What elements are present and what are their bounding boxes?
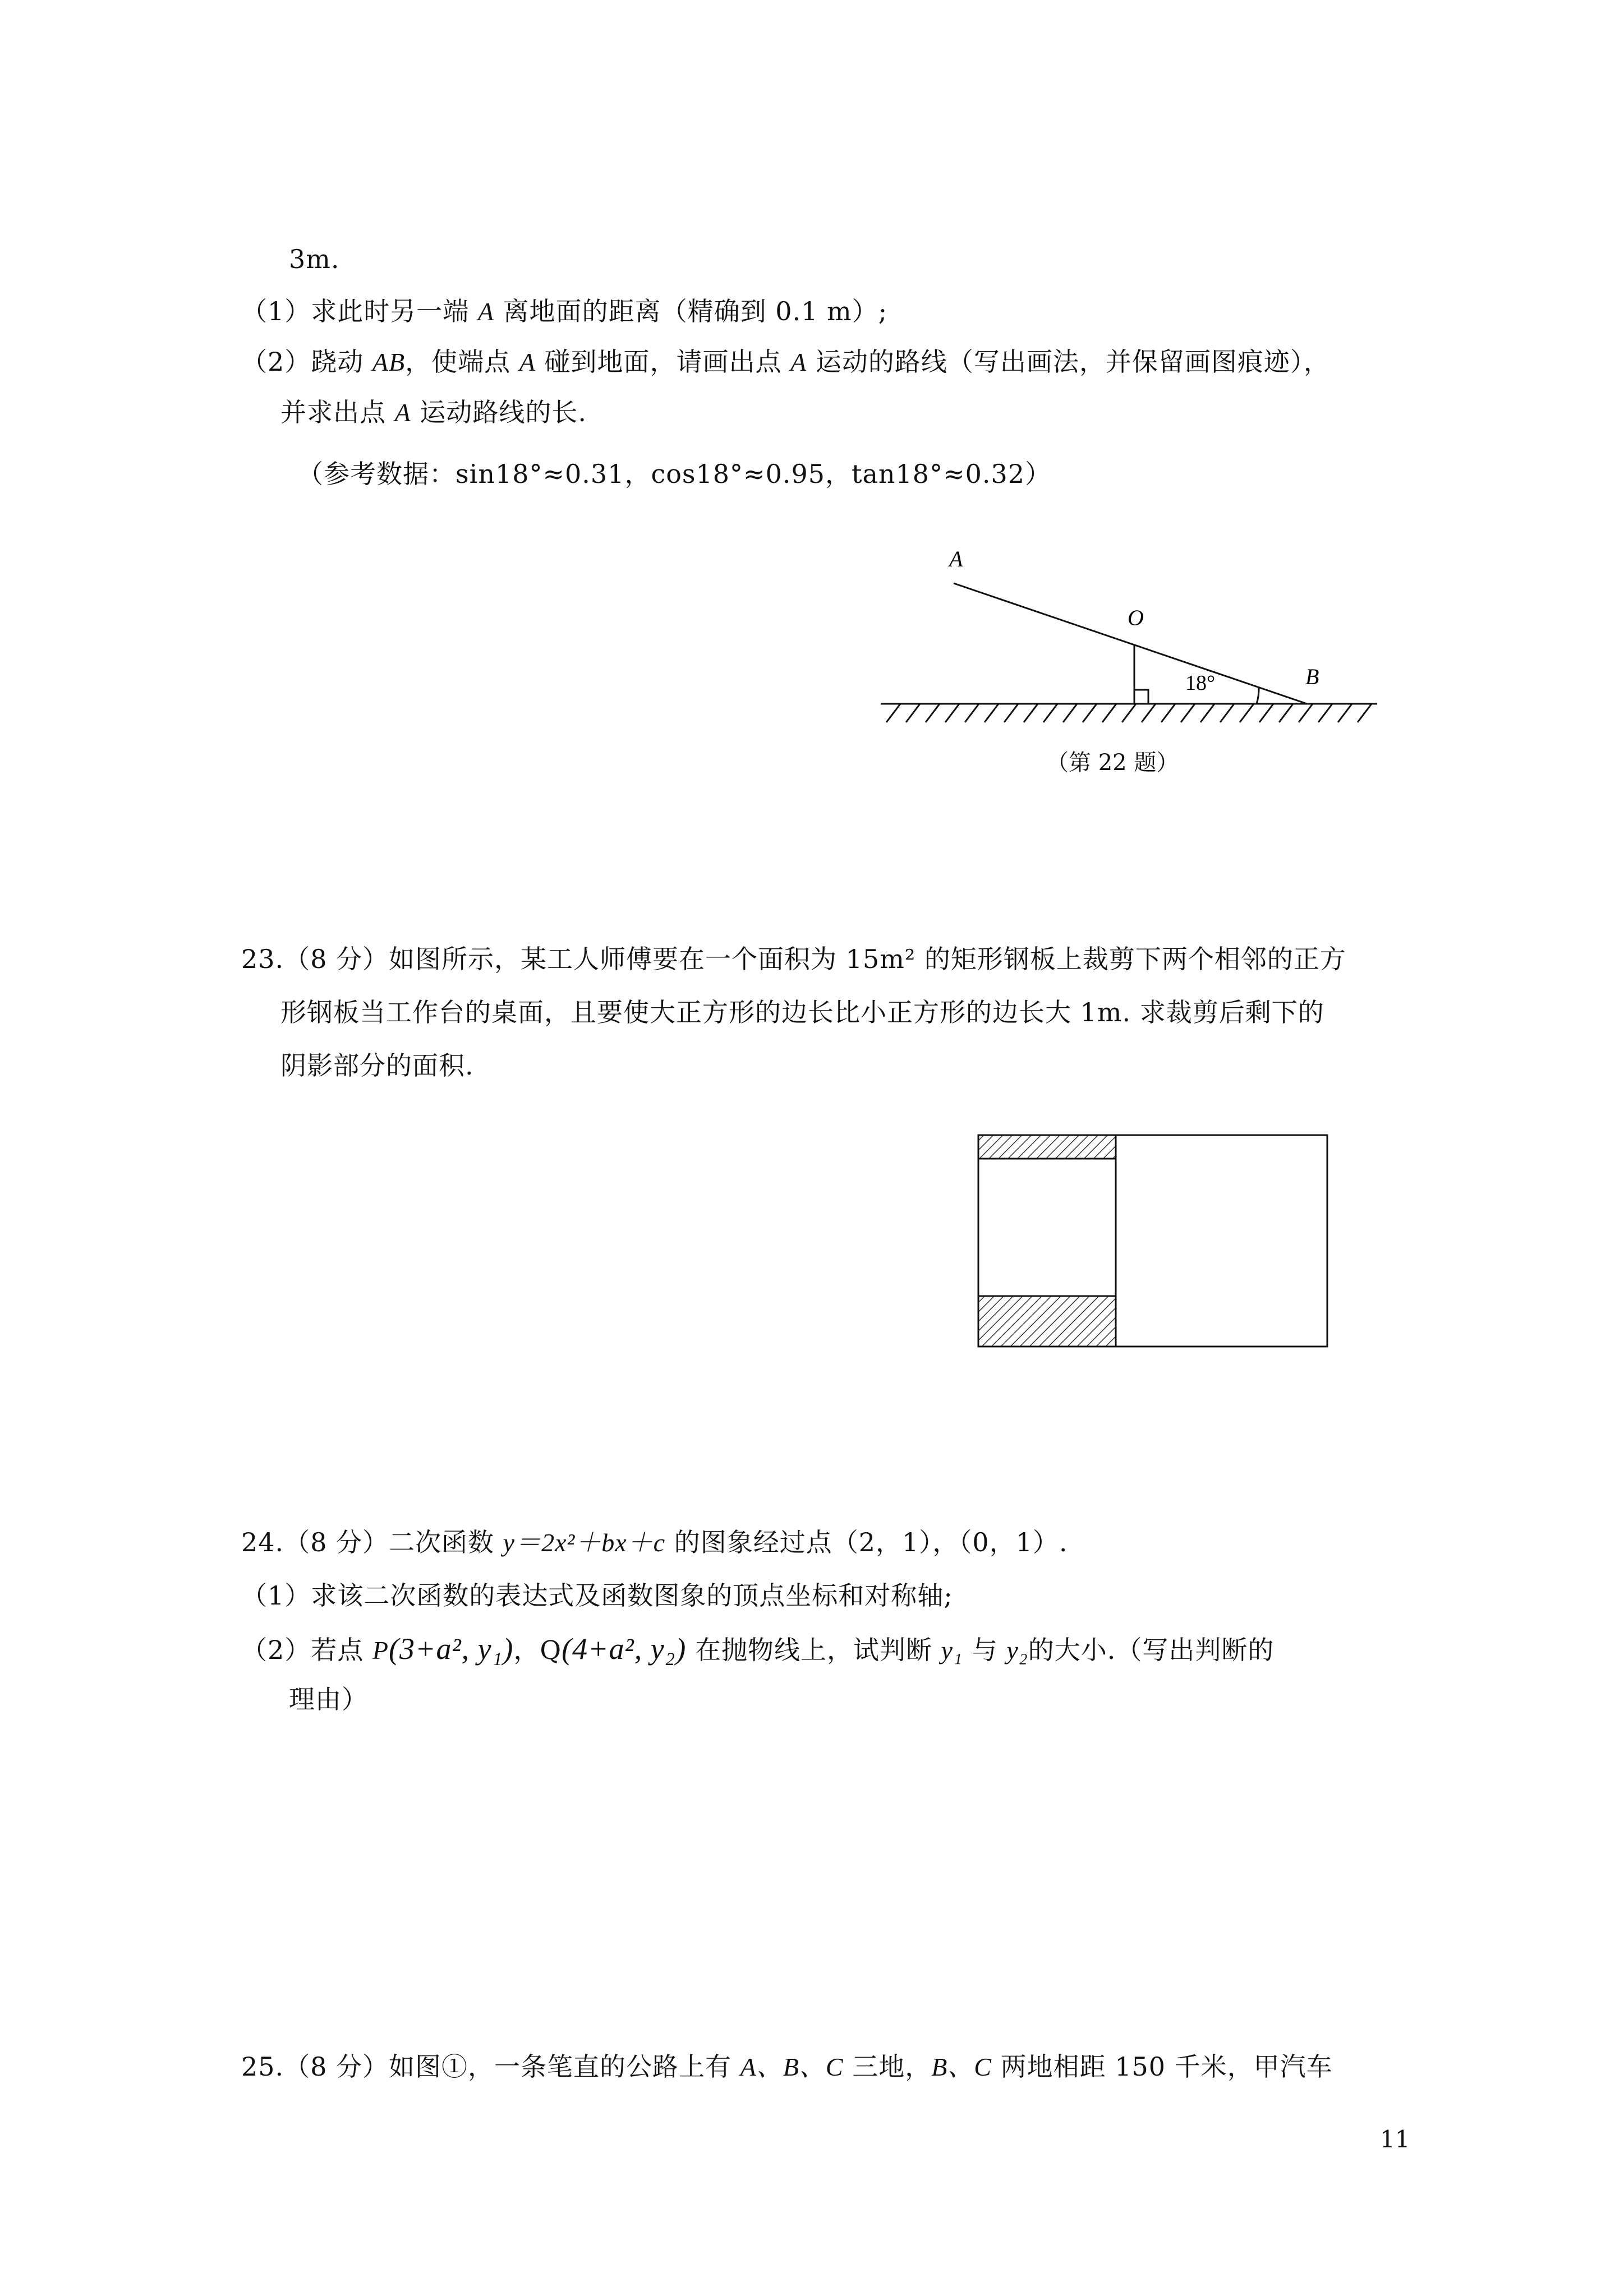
q22-part1: （1）求此时另一端 A 离地面的距离（精确到 0.1 m）; xyxy=(241,296,888,326)
q24-part2: （2）若点 P(3+a², y₁)，Q(4+a², y₂) 在抛物线上，试判断 y₁ 与 y₂的大小.（写出判断的 xyxy=(241,1632,1275,1666)
q25-line1: 25.（8 分）如图①，一条笔直的公路上有 A、B、C 三地，B、C 两地相距 150 千米，甲汽车 xyxy=(241,2051,1333,2082)
shaded-region-bottom xyxy=(978,1296,1116,1347)
q22-caption: （第 22 题） xyxy=(1046,750,1179,776)
label-a: A xyxy=(949,546,963,571)
shaded-region-top xyxy=(978,1135,1116,1159)
q22-part2-cont: 并求出点 A 运动路线的长. xyxy=(280,397,587,427)
page-number: 11 xyxy=(1380,2126,1410,2153)
q23-figure xyxy=(976,1133,1335,1349)
small-square xyxy=(978,1159,1116,1296)
q22-figure xyxy=(864,533,1391,740)
board-ab xyxy=(954,583,1307,704)
label-o: O xyxy=(1128,605,1144,630)
large-square xyxy=(1116,1135,1327,1347)
q22-part2: （2）跷动 AB，使端点 A 碰到地面，请画出点 A 运动的路线（写出画法，并保留画图痕迹）， xyxy=(241,347,1330,377)
q23-line3: 阴影部分的面积. xyxy=(280,1050,474,1081)
q24-line1: 24.（8 分）二次函数 y＝2x²＋bx＋c 的图象经过点（2，1），（0，1）. xyxy=(241,1527,1068,1557)
ground-hatching xyxy=(886,704,1372,722)
q24-part2-cont: 理由） xyxy=(289,1684,368,1714)
angle-arc xyxy=(1257,687,1259,704)
q23-line2: 形钢板当工作台的桌面，且要使大正方形的边长比小正方形的边长大 1m. 求裁剪后剩下的 xyxy=(280,997,1324,1027)
q23-line1: 23.（8 分）如图所示，某工人师傅要在一个面积为 15m² 的矩形钢板上裁剪下两个相邻的正方 xyxy=(241,944,1346,974)
label-b: B xyxy=(1305,664,1319,689)
angle-label: 18° xyxy=(1185,671,1216,695)
q24-part1: （1）求该二次函数的表达式及函数图象的顶点坐标和对称轴; xyxy=(241,1580,953,1611)
q22-carry-line: 3m. xyxy=(289,244,340,274)
q22-reference-data: （参考数据：sin18°≈0.31，cos18°≈0.95，tan18°≈0.32） xyxy=(297,459,1052,489)
